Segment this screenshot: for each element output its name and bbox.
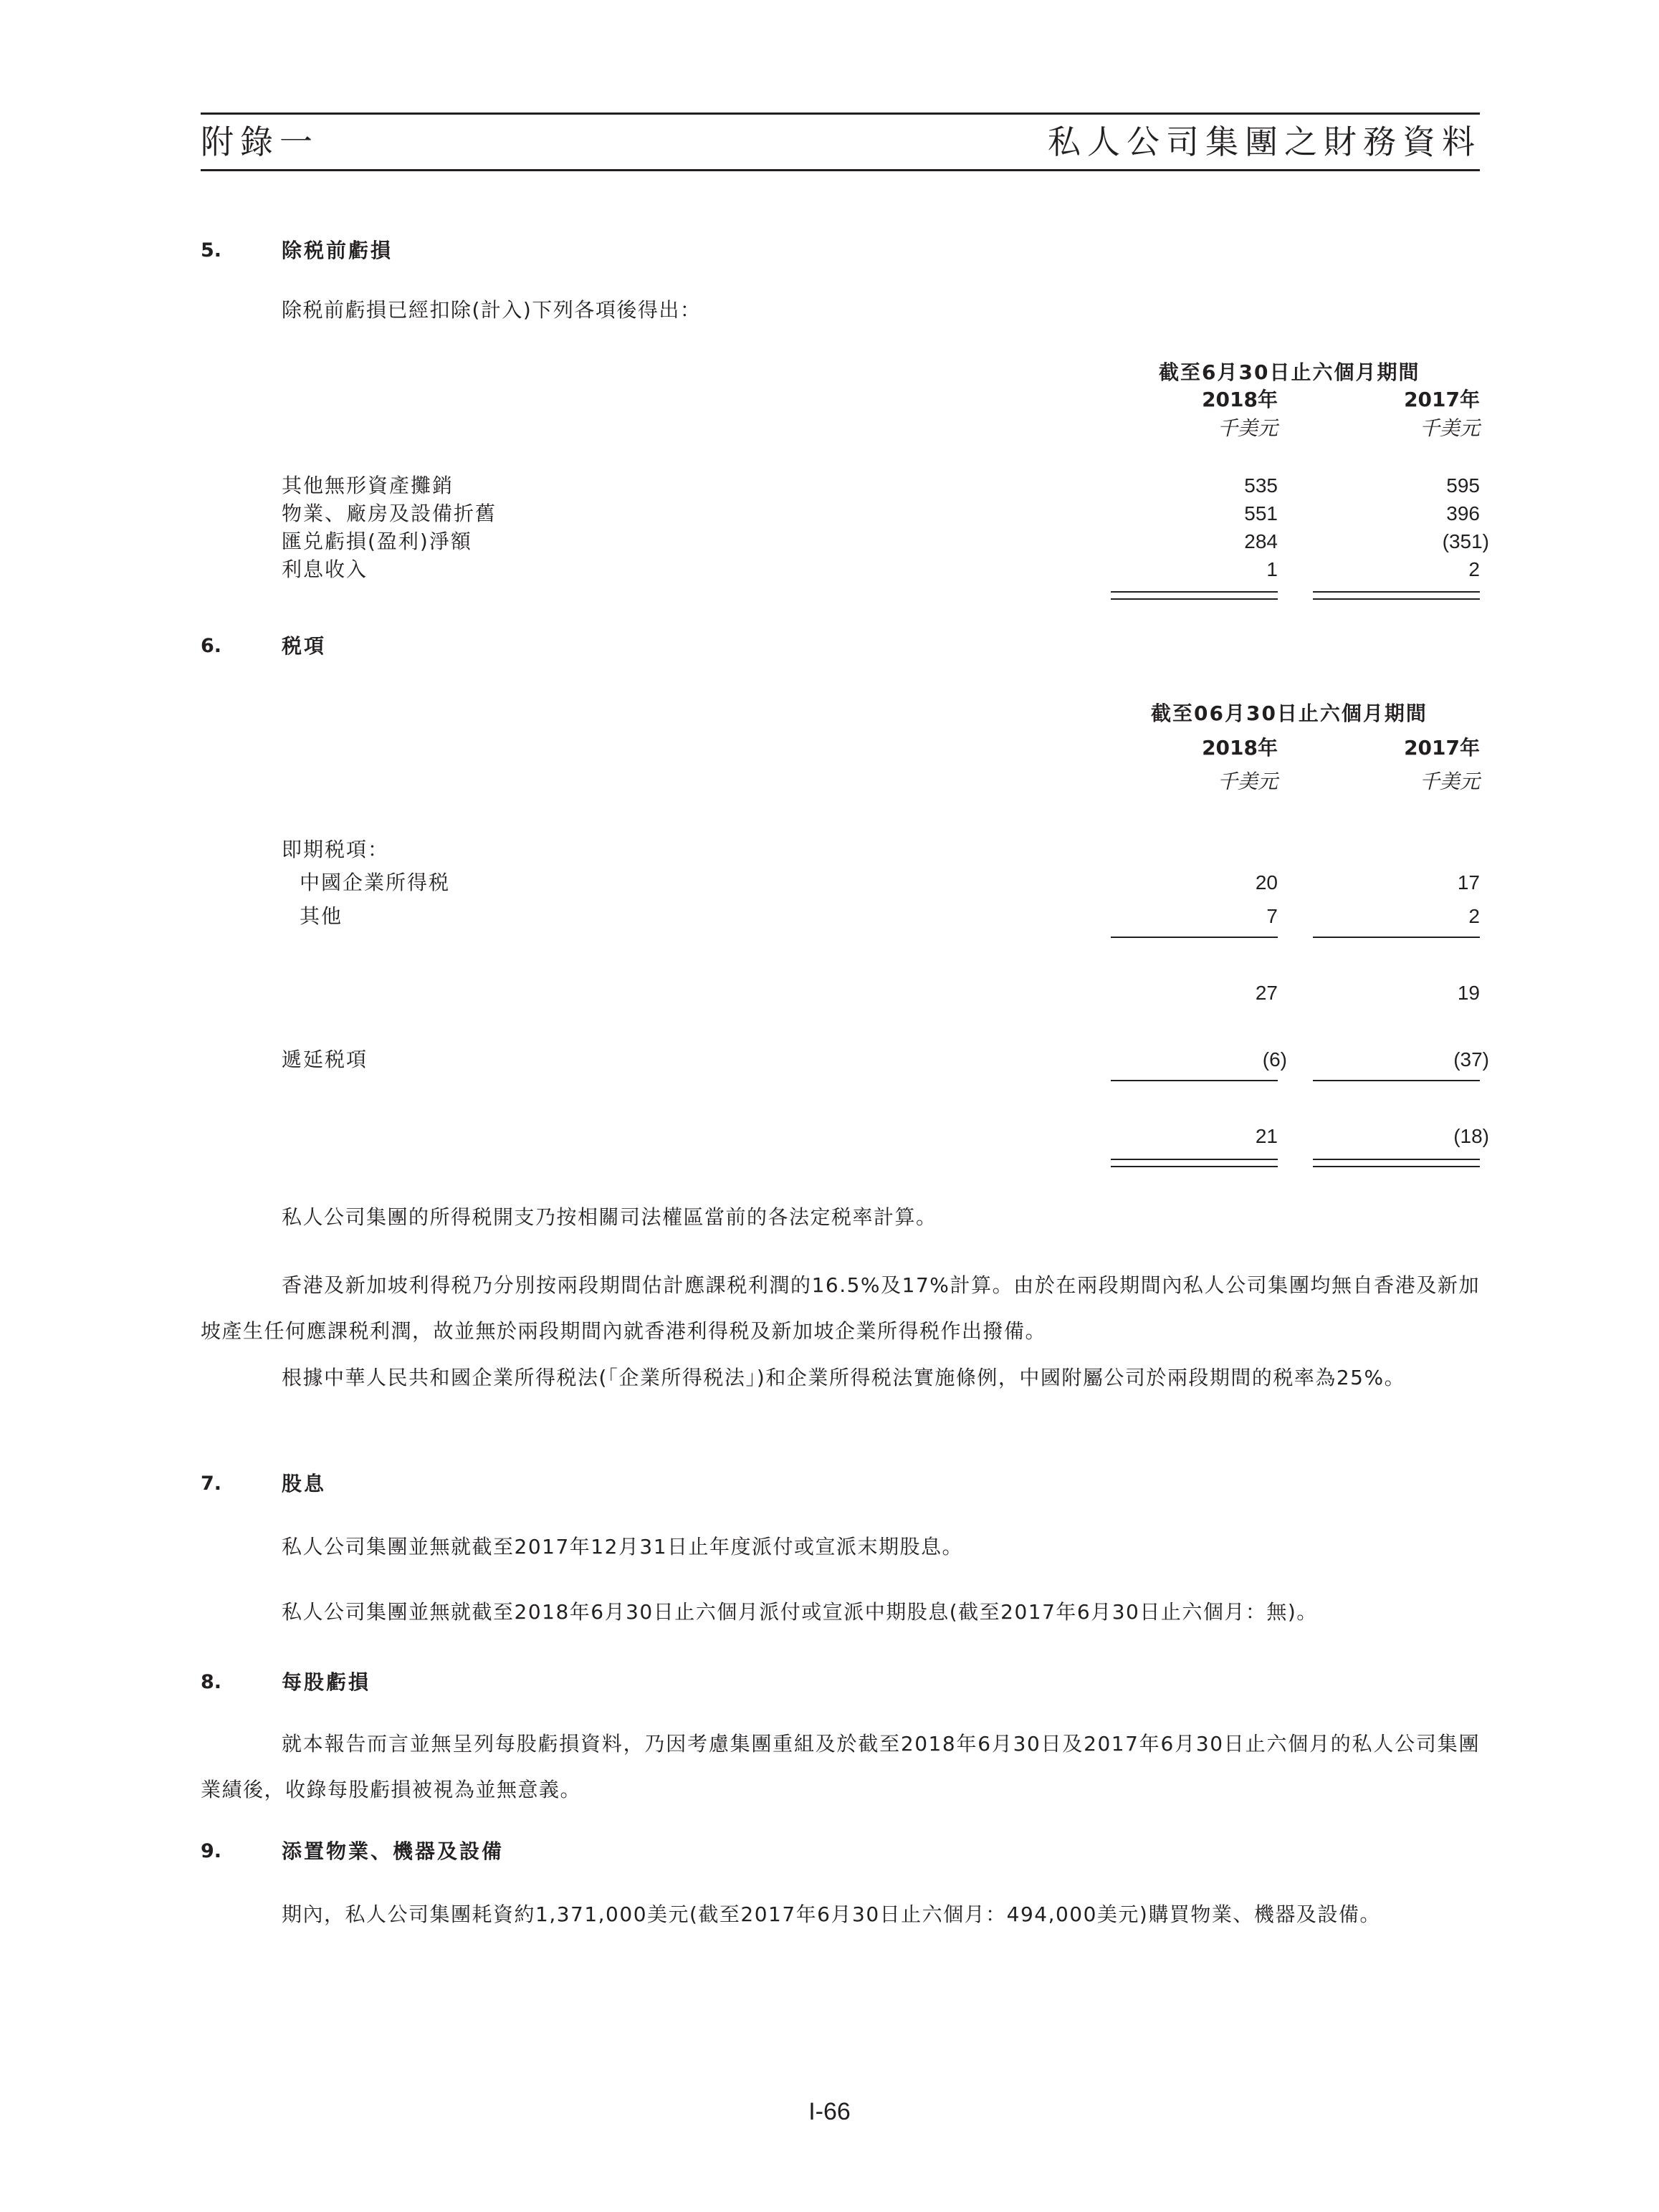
header-bottom-rule <box>201 169 1480 171</box>
double-underline <box>1111 1159 1278 1160</box>
total-tax-2017: (18) <box>1453 1125 1489 1147</box>
current-tax-label: 即期税項： <box>282 838 390 861</box>
double-underline <box>1313 591 1480 593</box>
section-6-period-header: 截至06月30日止六個月期間 <box>1151 702 1428 725</box>
table-row-label: 其他無形資產攤銷 <box>282 474 454 497</box>
table-row-label: 其他 <box>300 904 343 928</box>
double-underline <box>1313 1166 1480 1167</box>
table-cell-2018: 535 <box>1244 474 1278 497</box>
deferred-tax-2017: (37) <box>1453 1048 1489 1071</box>
section-9-number: 9. <box>201 1840 222 1862</box>
section-6-paragraph-2: 香港及新加坡利得税乃分別按兩段期間估計應課税利潤的16.5%及17%計算。由於在兩段期間內私人公司集團均無自香港及新加坡產生任何應課税利潤，故並無於兩段期間內就香港利得税及新加坡企業所得税作出撥備。 <box>201 1273 1480 1343</box>
table-cell-2017: 2 <box>1468 558 1480 580</box>
table-row-label: 匯兑虧損(盈利)淨額 <box>282 530 472 553</box>
table-cell-2017: 396 <box>1446 502 1480 525</box>
section-heading-title: 私人公司集團之財務資料 <box>1048 123 1481 161</box>
section-9-title: 添置物業、機器及設備 <box>282 1839 505 1863</box>
section-8-number: 8. <box>201 1671 222 1693</box>
header-top-rule <box>201 112 1480 115</box>
double-underline <box>1111 598 1278 600</box>
table-row-label: 物業、廠房及設備折舊 <box>282 502 497 525</box>
table-cell-2018: 7 <box>1266 905 1278 927</box>
section-6-paragraph-3: 根據中華人民共和國企業所得税法(「企業所得税法」)和企業所得税法實施條例，中國附屬公司於兩段期間的税率為25%。 <box>282 1366 1406 1389</box>
section-7-line-2: 私人公司集團並無就截至2018年6月30日止六個月派付或宣派中期股息(截至2017年6月30日止六個月：無)。 <box>282 1600 1318 1624</box>
single-underline <box>1111 1080 1278 1081</box>
double-underline <box>1313 598 1480 600</box>
section-6-unit-2018: 千美元 <box>1217 770 1278 793</box>
table-row-label: 利息收入 <box>282 557 368 581</box>
section-5-title: 除税前虧損 <box>282 239 393 262</box>
appendix-title: 附錄一 <box>201 123 319 161</box>
section-5-number: 5. <box>201 239 222 262</box>
section-6-col-2017: 2017年 <box>1404 736 1480 760</box>
single-underline <box>1313 1080 1480 1081</box>
table-cell-2018: 20 <box>1255 871 1278 894</box>
section-6-title: 税項 <box>282 634 327 658</box>
double-underline <box>1111 591 1278 593</box>
section-5-period-header: 截至6月30日止六個月期間 <box>1159 360 1420 384</box>
table-cell-2017: 595 <box>1446 474 1480 497</box>
subtotal-2018: 27 <box>1255 982 1278 1004</box>
table-cell-2018: 1 <box>1266 558 1278 580</box>
double-underline <box>1313 1159 1480 1160</box>
section-5-unit-2017: 千美元 <box>1419 416 1480 440</box>
section-5-col-2018: 2018年 <box>1202 388 1278 411</box>
section-5-unit-2018: 千美元 <box>1217 416 1278 440</box>
page-number: I-66 <box>808 2098 851 2125</box>
section-7-title: 股息 <box>282 1472 327 1495</box>
table-cell-2017: 17 <box>1457 871 1480 894</box>
single-underline <box>1313 937 1480 938</box>
section-5-col-2017: 2017年 <box>1404 388 1480 411</box>
table-cell-2018: 284 <box>1244 530 1278 552</box>
table-cell-2018: 551 <box>1244 502 1278 525</box>
table-cell-2017: (351) <box>1442 530 1489 552</box>
section-7-number: 7. <box>201 1473 222 1495</box>
section-6-number: 6. <box>201 635 222 657</box>
section-5-intro: 除税前虧損已經扣除(計入)下列各項後得出： <box>282 298 702 322</box>
section-6-col-2018: 2018年 <box>1202 736 1278 760</box>
deferred-tax-label: 遞延税項 <box>282 1048 368 1071</box>
section-8-title: 每股虧損 <box>282 1670 371 1694</box>
section-8-paragraph: 就本報告而言並無呈列每股虧損資料，乃因考慮集團重組及於截至2018年6月30日及2017年6月30日止六個月的私人公司集團業績後，收錄每股虧損被視為並無意義。 <box>201 1732 1480 1801</box>
table-cell-2017: 2 <box>1468 905 1480 927</box>
section-7-line-1: 私人公司集團並無就截至2017年12月31日止年度派付或宣派末期股息。 <box>282 1535 964 1559</box>
section-6-unit-2017: 千美元 <box>1419 770 1480 793</box>
deferred-tax-2018: (6) <box>1262 1048 1287 1071</box>
table-row-label: 中國企業所得税 <box>300 871 451 894</box>
section-6-paragraph-1: 私人公司集團的所得税開支乃按相關司法權區當前的各法定税率計算。 <box>282 1205 937 1229</box>
section-9-line: 期內，私人公司集團耗資約1,371,000美元(截至2017年6月30日止六個月：494,000美元)購買物業、機器及設備。 <box>282 1902 1381 1926</box>
single-underline <box>1111 937 1278 938</box>
double-underline <box>1111 1166 1278 1167</box>
total-tax-2018: 21 <box>1255 1125 1278 1147</box>
subtotal-2017: 19 <box>1457 982 1480 1004</box>
